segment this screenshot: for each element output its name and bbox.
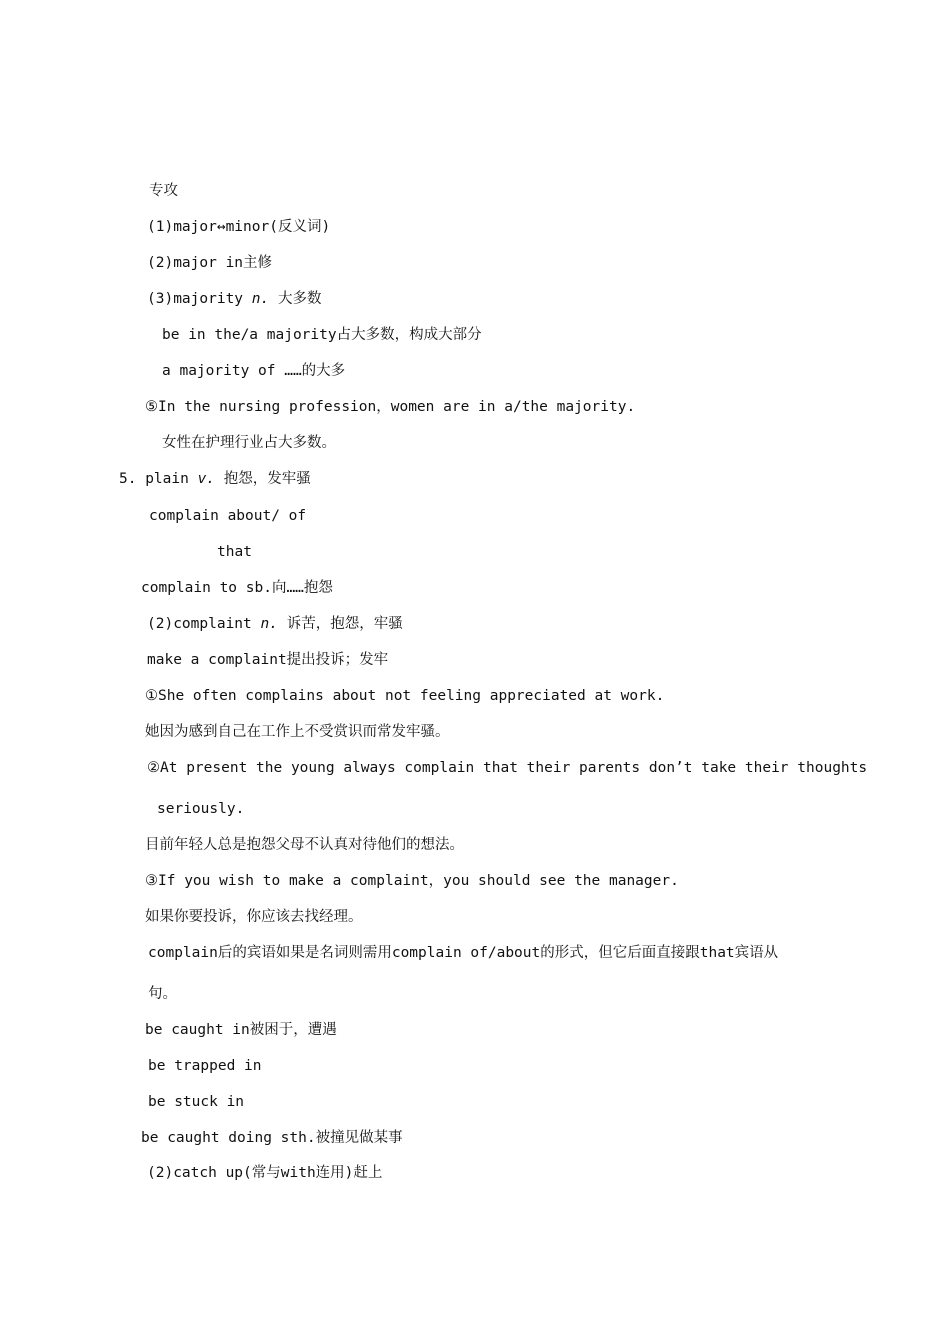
text-line: 5. plain v. 抱怨，发牢骚 (119, 471, 311, 487)
text-line: ⑤In the nursing profession，women are in a/the majority. (145, 399, 636, 415)
text-line: ③If you wish to make a complaint，you should see the manager. (145, 873, 679, 889)
text-line: that (217, 544, 252, 560)
text-line: (3)majority n. 大多数 (147, 291, 322, 307)
text-line: (2)catch up(常与with连用)赶上 (147, 1165, 383, 1181)
text-line: (2)major in主修 (147, 255, 273, 271)
text-line: complain to sb.向……抱怨 (141, 580, 333, 596)
text-line: 专攻 (149, 183, 178, 199)
text-line: 她因为感到自己在工作上不受赏识而常发牢骚。 (145, 724, 450, 740)
text-line: (1)major↔minor(反义词) (147, 219, 331, 235)
text-line: be stuck in (148, 1094, 245, 1110)
text-line: be caught in被困于，遭遇 (145, 1022, 337, 1038)
text-line: a majority of ……的大多 (162, 363, 346, 379)
text-line: be in the/a majority占大多数，构成大部分 (162, 327, 482, 343)
text-line: (2)complaint n. 诉苦，抱怨，牢骚 (147, 616, 403, 632)
text-line: ②At present the young always complain that their parents don’t take their thoughts (147, 760, 868, 776)
text-line: 目前年轻人总是抱怨父母不认真对待他们的想法。 (145, 837, 464, 853)
text-line: 句。 (148, 986, 177, 1002)
text-line: seriously. (157, 801, 245, 817)
text-line: 如果你要投诉，你应该去找经理。 (145, 909, 363, 925)
text-line: 女性在护理行业占大多数。 (162, 435, 336, 451)
text-line: be caught doing sth.被撞见做某事 (141, 1130, 403, 1146)
text-line: be trapped in (148, 1058, 262, 1074)
text-line: make a complaint提出投诉；发牢 (147, 652, 389, 668)
text-line: ①She often complains about not feeling appreciated at work. (145, 688, 665, 704)
text-line: complain about/ of (149, 508, 307, 524)
text-line: complain后的宾语如果是名词则需用complain of/about的形式，但它后面直接跟that宾语从 (148, 945, 779, 961)
